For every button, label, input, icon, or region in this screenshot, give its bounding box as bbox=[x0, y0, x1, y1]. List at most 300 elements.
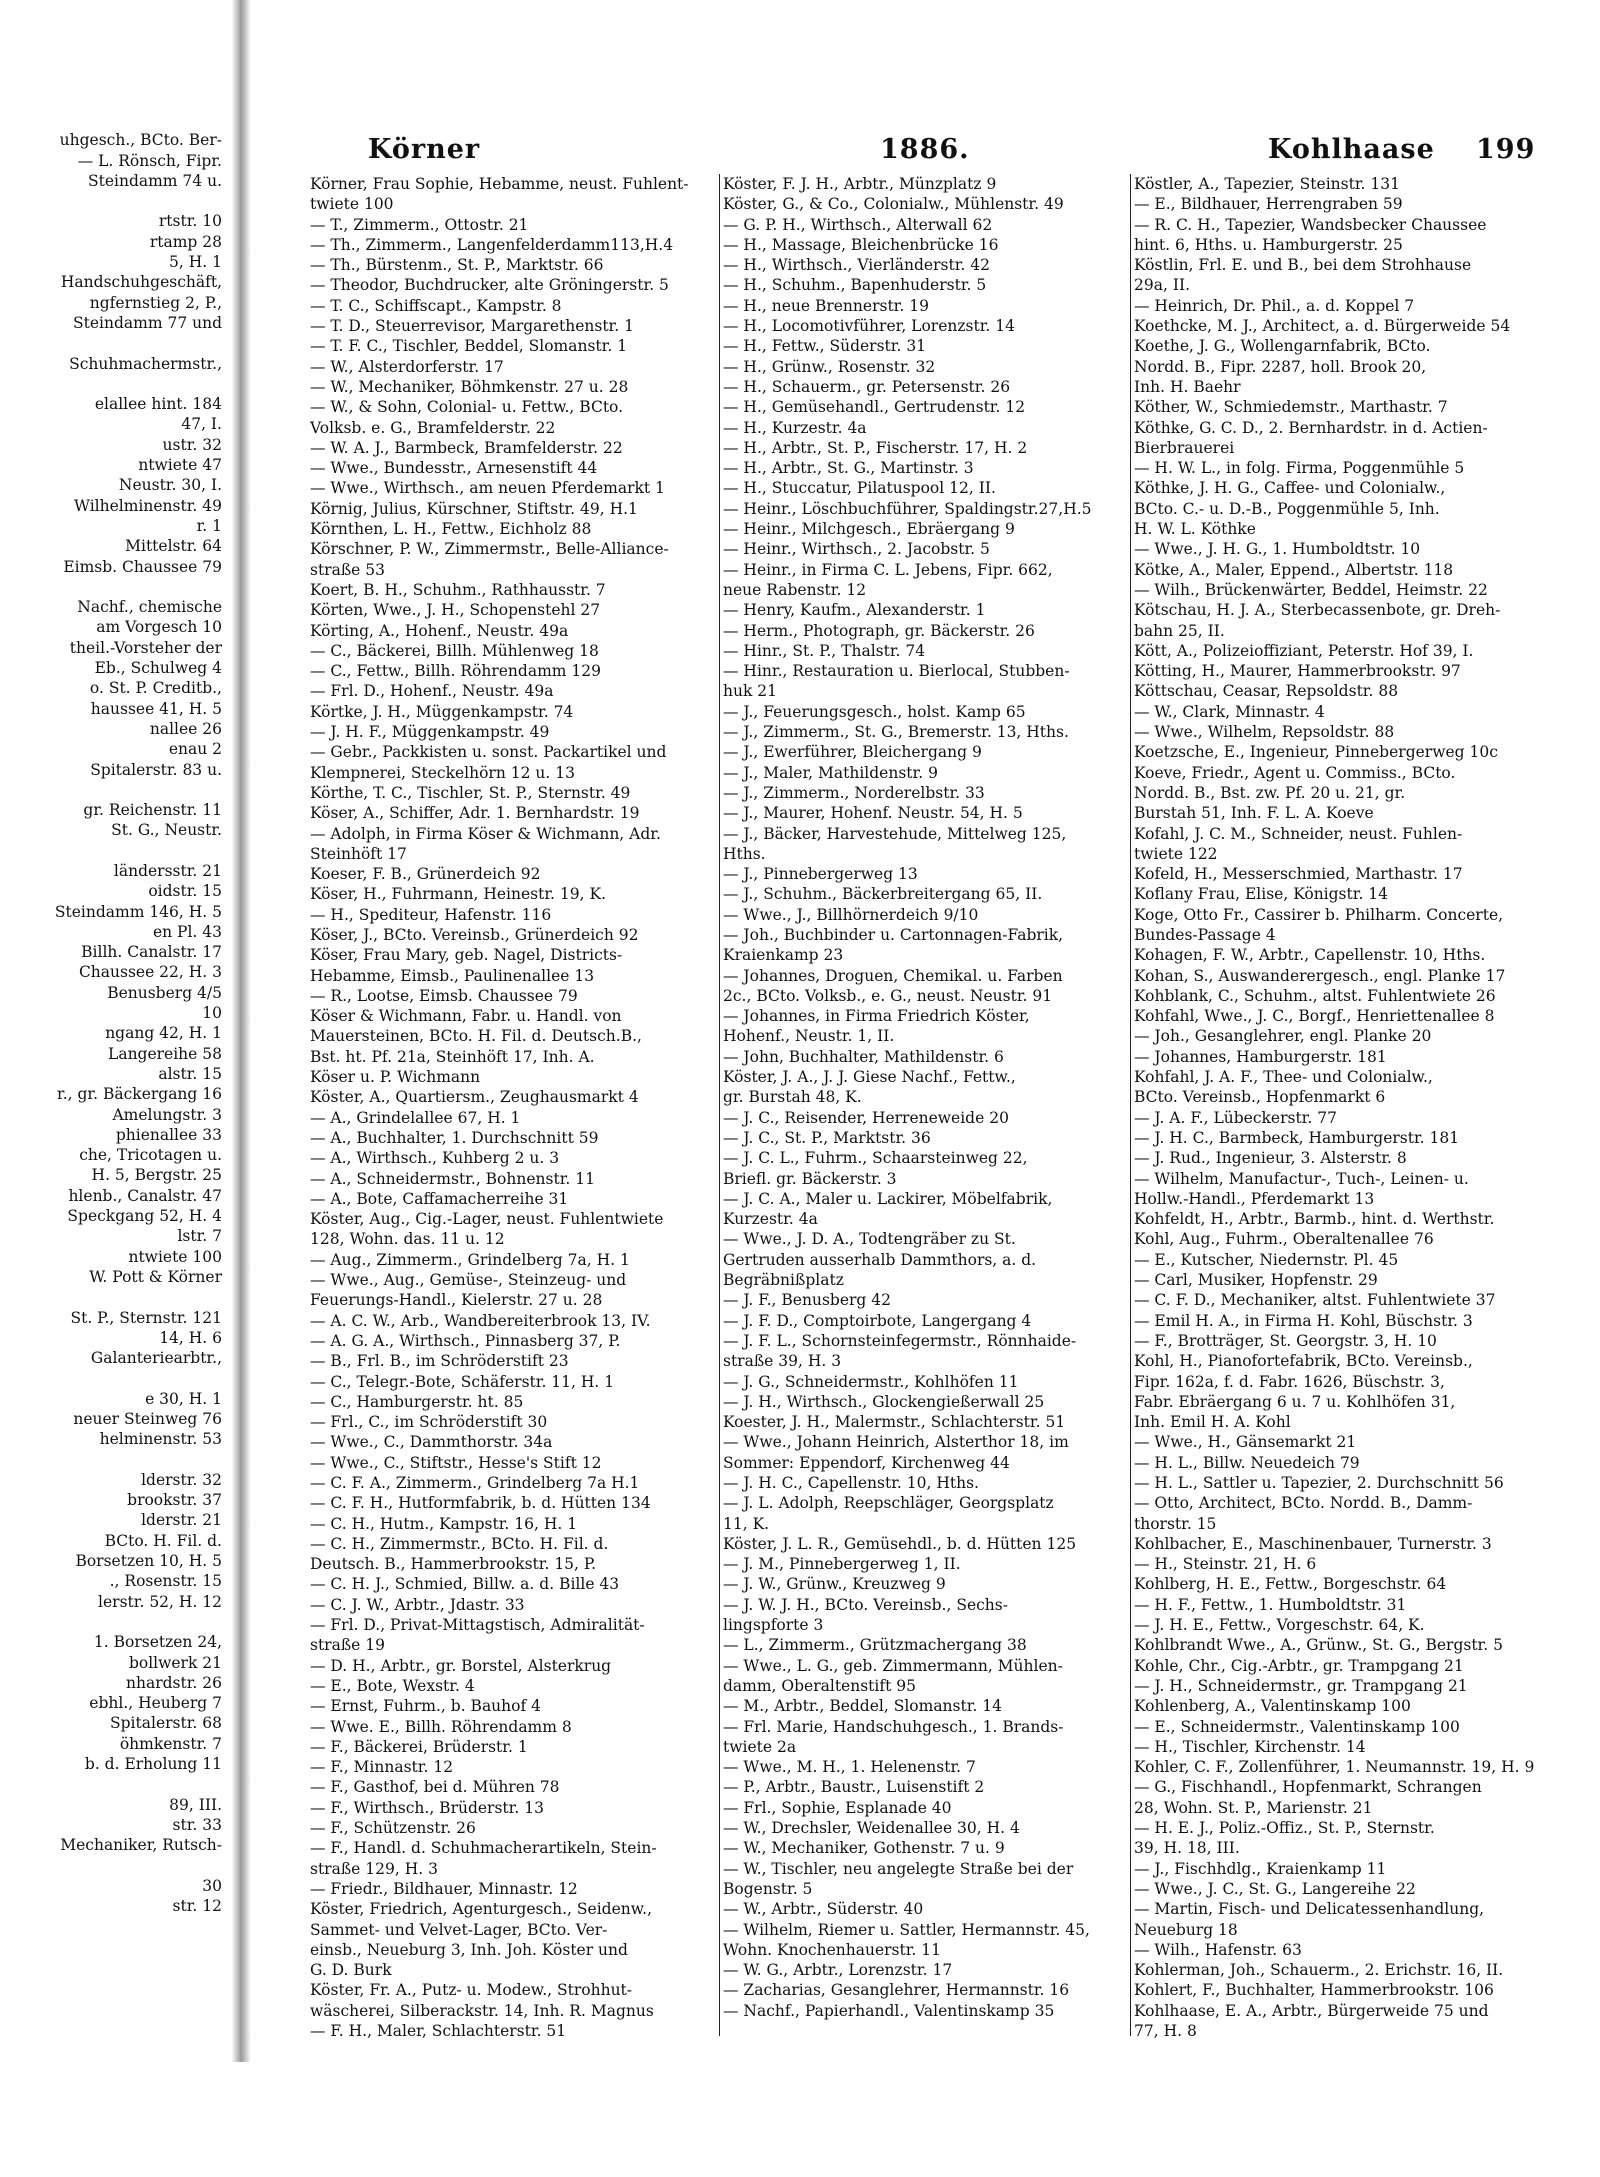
directory-entry-line: Sammet- und Velvet-Lager, BCto. Ver- bbox=[310, 1920, 608, 1939]
left-page-line: H. 5, Bergstr. 25 bbox=[91, 1166, 222, 1185]
directory-entry-line: Kohl, H., Pianofortefabrik, BCto. Vereinsb., bbox=[1134, 1352, 1473, 1371]
directory-entry-line: Koethe, J. G., Wollengarnfabrik, BCto. bbox=[1134, 337, 1431, 356]
directory-entry-line: Koetzsche, E., Ingenieur, Pinnebergerweg 10c bbox=[1134, 743, 1498, 762]
directory-entry-line: Steinhöft 17 bbox=[310, 844, 407, 863]
left-page-line: che, Tricotagen u. bbox=[79, 1146, 222, 1165]
directory-entry-line: — Wilh., Hafenstr. 63 bbox=[1134, 1940, 1302, 1959]
directory-entry-line: — E., Kutscher, Niedernstr. Pl. 45 bbox=[1134, 1250, 1399, 1269]
directory-entry-line: — J. L. Adolph, Reepschläger, Georgsplatz bbox=[723, 1494, 1054, 1513]
directory-entry-line: Begräbnißplatz bbox=[723, 1271, 844, 1290]
directory-entry-line: Körting, A., Hohenf., Neustr. 49a bbox=[310, 621, 569, 640]
left-page-line: ländersstr. 21 bbox=[113, 861, 222, 880]
left-page-line: hlenb., Canalstr. 47 bbox=[68, 1186, 222, 1205]
directory-entry-line: Inh. H. Baehr bbox=[1134, 377, 1241, 396]
directory-entry-line: Wohn. Knochenhauerstr. 11 bbox=[723, 1940, 941, 1959]
left-page-line: ntwiete 47 bbox=[138, 456, 222, 475]
directory-entry-line: — C., Bäckerei, Billh. Mühlenweg 18 bbox=[310, 641, 599, 660]
left-page-line: b. d. Erholung 11 bbox=[84, 1755, 222, 1774]
directory-entry-line: straße 53 bbox=[310, 560, 386, 579]
directory-entry-line: — J. Rud., Ingenieur, 3. Alsterstr. 8 bbox=[1134, 1149, 1407, 1168]
directory-entry-line: Bst. ht. Pf. 21a, Steinhöft 17, Inh. A. bbox=[310, 1047, 595, 1066]
left-page-line: theil.-Vorsteher der bbox=[69, 638, 222, 657]
directory-entry-line: Köstler, A., Tapezier, Steinstr. 131 bbox=[1134, 175, 1400, 193]
directory-entry-line: — Wwe., J. D. A., Todtengräber zu St. bbox=[723, 1230, 1016, 1249]
directory-entry-line: — J. G., Schneidermstr., Kohlhöfen 11 bbox=[723, 1372, 1019, 1391]
directory-entry-line: Köser, Frau Mary, geb. Nagel, Districts- bbox=[310, 946, 623, 965]
directory-entry-line: — H., Locomotivführer, Lorenzstr. 14 bbox=[723, 317, 1016, 336]
directory-entry-line: — C. H., Zimmermstr., BCto. H. Fil. d. bbox=[310, 1534, 609, 1553]
directory-entry-line: — W., & Sohn, Colonial- u. Fettw., BCto. bbox=[310, 398, 624, 417]
header-year: 1886. bbox=[880, 134, 970, 165]
directory-entry-line: Kohlhaase, E. A., Arbtr., Bürgerweide 75 und bbox=[1134, 2001, 1489, 2020]
directory-entry-line: — F. H., Maler, Schlachterstr. 51 bbox=[310, 2022, 567, 2041]
directory-entry-line: 2c., BCto. Volksb., e. G., neust. Neustr. 91 bbox=[723, 986, 1053, 1005]
directory-entry-line: — Johannes, Hamburgerstr. 181 bbox=[1134, 1047, 1387, 1066]
directory-entry-line: — H. F., Fettw., 1. Humboldtstr. 31 bbox=[1134, 1595, 1407, 1614]
directory-entry-line: — E., Schneidermstr., Valentinskamp 100 bbox=[1134, 1717, 1460, 1736]
directory-entry-line: — H., Arbtr., St. G., Martinstr. 3 bbox=[723, 459, 974, 478]
left-page-line: 14, H. 6 bbox=[159, 1328, 222, 1347]
directory-entry-line: — Wwe., L. G., geb. Zimmermann, Mühlen- bbox=[723, 1656, 1063, 1675]
left-page-line: enau 2 bbox=[168, 740, 222, 759]
directory-entry-line: bahn 25, II. bbox=[1134, 621, 1225, 640]
directory-entry-line: Kohfahl, J. A. F., Thee- und Colonialw., bbox=[1134, 1068, 1433, 1087]
directory-entry-line: Kohle, Chr., Cig.-Arbtr., gr. Trampgang 21 bbox=[1134, 1656, 1464, 1675]
directory-entry-line: Koflany Frau, Elise, Königstr. 14 bbox=[1134, 885, 1389, 904]
directory-entry-line: — M., Arbtr., Beddel, Slomanstr. 14 bbox=[723, 1697, 1003, 1716]
left-page-line bbox=[0, 374, 228, 394]
left-page-line bbox=[0, 841, 228, 861]
directory-column-1 bbox=[310, 174, 722, 2052]
directory-entry-line: — Henry, Kaufm., Alexanderstr. 1 bbox=[723, 601, 986, 620]
directory-entry-line: — W. A. J., Barmbeck, Bramfelderstr. 22 bbox=[310, 438, 623, 457]
left-page-line: r. 1 bbox=[196, 516, 222, 535]
directory-entry-line: Kött, A., Polizeioffiziant, Peterstr. Hof 39, I. bbox=[1134, 641, 1474, 660]
directory-entry-line: — Wwe., C., Stiftstr., Hesse's Stift 12 bbox=[310, 1453, 602, 1472]
directory-entry-line: Köther, W., Schmiedemstr., Marthastr. 7 bbox=[1134, 398, 1448, 417]
left-page-line: — L. Rönsch, Fipr. bbox=[77, 151, 222, 170]
directory-entry-line: — J., Schuhm., Bäckerbreitergang 65, II. bbox=[723, 885, 1043, 904]
header-left-name: Körner bbox=[368, 134, 481, 165]
page-number: 199 bbox=[1476, 134, 1536, 165]
directory-entry-line: Nordd. B., Fipr. 2287, holl. Brook 20, bbox=[1134, 357, 1427, 376]
left-page-line: lstr. 7 bbox=[177, 1227, 222, 1246]
directory-entry-line: — J. F. D., Comptoirbote, Langergang 4 bbox=[723, 1311, 1032, 1330]
directory-entry-line: Fipr. 162a, f. d. Fabr. 1626, Büschstr. 3, bbox=[1134, 1372, 1445, 1391]
directory-entry-line: — Wilhelm, Manufactur-, Tuch-, Leinen- u. bbox=[1134, 1169, 1469, 1188]
directory-entry-line: — C. J. W., Arbtr., Jdastr. 33 bbox=[310, 1595, 525, 1614]
directory-entry-line: gr. Burstah 48, K. bbox=[723, 1088, 862, 1107]
directory-entry-line: — Martin, Fisch- und Delicatessenhandlung, bbox=[1134, 1900, 1485, 1919]
left-page-line bbox=[0, 333, 228, 353]
directory-entry-line: Koert, B. H., Schuhm., Rathhausstr. 7 bbox=[310, 580, 606, 599]
scan-margin bbox=[0, 2062, 1600, 2177]
directory-entry-line: Mauersteinen, BCto. H. Fil. d. Deutsch.B., bbox=[310, 1027, 642, 1046]
left-page-line: rtamp 28 bbox=[149, 232, 222, 251]
left-page-line: r., gr. Bäckergang 16 bbox=[57, 1085, 222, 1104]
directory-entry-line: — H., Stuccatur, Pilatuspool 12, II. bbox=[723, 479, 996, 498]
directory-entry-line: — Frl. D., Privat-Mittagstisch, Admiralität- bbox=[310, 1616, 645, 1635]
directory-entry-line: huk 21 bbox=[723, 682, 778, 701]
directory-entry-line: Köser u. P. Wichmann bbox=[310, 1068, 481, 1087]
directory-entry-line: — J., Fischhdlg., Kraienkamp 11 bbox=[1134, 1859, 1387, 1878]
directory-entry-line: — L., Zimmerm., Grützmachergang 38 bbox=[723, 1636, 1027, 1655]
directory-entry-line: Kraienkamp 23 bbox=[723, 946, 844, 965]
left-page-line: ., Rosenstr. 15 bbox=[109, 1572, 222, 1591]
directory-entry-line: Hths. bbox=[723, 844, 766, 863]
directory-entry-line: — J. A. F., Lübeckerstr. 77 bbox=[1134, 1108, 1337, 1127]
directory-entry-line: — F., Wirthsch., Brüderstr. 13 bbox=[310, 1798, 544, 1817]
left-page-line: 1. Borsetzen 24, bbox=[93, 1633, 222, 1652]
directory-entry-line: Körten, Wwe., J. H., Schopenstehl 27 bbox=[310, 601, 601, 620]
directory-entry-line: Köser, H., Fuhrmann, Heinestr. 19, K. bbox=[310, 885, 606, 904]
directory-entry-line: Körthe, T. C., Tischler, St. P., Sternstr. 49 bbox=[310, 783, 631, 802]
directory-entry-line: — H., Kurzestr. 4a bbox=[723, 418, 867, 437]
directory-entry-line: 39, H. 18, III. bbox=[1134, 1839, 1240, 1858]
left-page-line: 47, I. bbox=[181, 415, 222, 434]
directory-entry-line: einsb., Neueburg 3, Inh. Joh. Köster und bbox=[310, 1940, 628, 1959]
directory-entry-line: BCto. Vereinsb., Hopfenmarkt 6 bbox=[1134, 1088, 1386, 1107]
directory-entry-line: Koeser, F. B., Grünerdeich 92 bbox=[310, 865, 541, 884]
directory-entry-line: Köser, A., Schiffer, Adr. 1. Bernhardstr. 19 bbox=[310, 804, 640, 823]
directory-entry-line: — J. F., Benusberg 42 bbox=[723, 1291, 891, 1310]
directory-entry-line: — Johannes, in Firma Friedrich Köster, bbox=[723, 1007, 1030, 1026]
directory-entry-line: Deutsch. B., Hammerbrookstr. 15, P. bbox=[310, 1555, 597, 1574]
directory-entry-line: — H., Gemüsehandl., Gertrudenstr. 12 bbox=[723, 398, 1026, 417]
directory-entry-line: — J., Bäcker, Harvestehude, Mittelweg 125, bbox=[723, 824, 1067, 843]
left-page-line: lerstr. 52, H. 12 bbox=[98, 1592, 222, 1611]
directory-entry-line: — Wwe., H., Gänsemarkt 21 bbox=[1134, 1433, 1357, 1452]
directory-entry-line: Köster, Friedrich, Agenturgesch., Seidenw., bbox=[310, 1900, 653, 1919]
directory-entry-line: — A., Grindelallee 67, H. 1 bbox=[310, 1108, 521, 1127]
directory-entry-line: — F., Schützenstr. 26 bbox=[310, 1819, 476, 1838]
directory-entry-line: — Heinr., Milchgesch., Ebräergang 9 bbox=[723, 520, 1015, 539]
left-page-line: ebhl., Heuberg 7 bbox=[89, 1694, 222, 1713]
left-page-line: 5, H. 1 bbox=[169, 253, 222, 272]
directory-entry-line: Hollw.-Handl., Pferdemarkt 13 bbox=[1134, 1189, 1375, 1208]
left-page-line: o. St. P. Creditb., bbox=[89, 679, 222, 698]
directory-entry-line: Köster, F. J. H., Arbtr., Münzplatz 9 bbox=[723, 175, 997, 193]
directory-entry-line: Nordd. B., Bst. zw. Pf. 20 u. 21, gr. bbox=[1134, 783, 1406, 802]
directory-entry-line: thorstr. 15 bbox=[1134, 1514, 1217, 1533]
directory-entry-line: — J. W. J. H., BCto. Vereinsb., Sechs- bbox=[723, 1595, 1008, 1614]
directory-entry-line: Köster, Aug., Cig.-Lager, neust. Fuhlentwiete bbox=[310, 1210, 664, 1229]
left-page-line: 10 bbox=[202, 1004, 222, 1023]
left-page-line: ustr. 32 bbox=[162, 435, 222, 454]
directory-entry-line: — W., Clark, Minnastr. 4 bbox=[1134, 702, 1325, 721]
directory-entry-line: — Hinr., St. P., Thalstr. 74 bbox=[723, 641, 926, 660]
directory-entry-line: — H. L., Sattler u. Tapezier, 2. Durchschnitt 56 bbox=[1134, 1474, 1504, 1492]
directory-entry-line: — H., Tischler, Kirchenstr. 14 bbox=[1134, 1737, 1366, 1756]
directory-entry-line: — G., Fischhandl., Hopfenmarkt, Schrangen bbox=[1134, 1778, 1482, 1797]
directory-entry-line: — Th., Bürstenm., St. P., Marktstr. 66 bbox=[310, 256, 604, 275]
directory-entry-line: — Heinrich, Dr. Phil., a. d. Koppel 7 bbox=[1134, 296, 1415, 315]
directory-entry-line: Volksb. e. G., Bramfelderstr. 22 bbox=[310, 418, 556, 437]
directory-entry-line: — F., Gasthof, bei d. Mühren 78 bbox=[310, 1778, 560, 1797]
directory-entry-line: Kohlert, F., Buchhalter, Hammerbrookstr. 106 bbox=[1134, 1981, 1494, 2000]
left-page-line: elallee hint. 184 bbox=[94, 395, 222, 414]
directory-entry-line: straße 19 bbox=[310, 1636, 386, 1655]
directory-entry-line: Köster, Fr. A., Putz- u. Modew., Strohhut- bbox=[310, 1981, 633, 2000]
directory-entry-line: hint. 6, Hths. u. Hamburgerstr. 25 bbox=[1134, 235, 1403, 254]
directory-entry-line: — C. F. H., Hutformfabrik, b. d. Hütten 134 bbox=[310, 1494, 651, 1513]
directory-entry-line: — Carl, Musiker, Hopfenstr. 29 bbox=[1134, 1271, 1378, 1290]
directory-entry-line: — J. C. A., Maler u. Lackirer, Möbelfabrik, bbox=[723, 1189, 1053, 1208]
directory-entry-line: — H. E. J., Poliz.-Offiz., St. P., Sternstr. bbox=[1134, 1819, 1435, 1838]
directory-entry-line: Bundes-Passage 4 bbox=[1134, 925, 1276, 944]
directory-entry-line: — F., Handl. d. Schuhmacherartikeln, Stein- bbox=[310, 1839, 657, 1858]
left-page-fragment bbox=[0, 110, 228, 2060]
left-page-line: 89, III. bbox=[169, 1795, 222, 1814]
directory-entry-line: — P., Arbtr., Baustr., Luisenstift 2 bbox=[723, 1778, 985, 1797]
directory-entry-line: Bierbrauerei bbox=[1134, 438, 1235, 457]
left-page-line: en Pl. 43 bbox=[152, 922, 222, 941]
directory-entry-line: Kohler, C. F., Zollenführer, 1. Neumannstr. 19, H. 9 bbox=[1134, 1758, 1535, 1777]
left-page-line: Benusberg 4/5 bbox=[107, 983, 222, 1002]
left-page-line: St. P., Sternstr. 121 bbox=[70, 1308, 222, 1327]
left-page-line: str. 12 bbox=[172, 1897, 222, 1916]
directory-entry-line: — Wwe. E., Billh. Röhrendamm 8 bbox=[310, 1717, 572, 1736]
left-page-line: nhardstr. 26 bbox=[125, 1673, 222, 1692]
directory-entry-line: — Wilhelm, Riemer u. Sattler, Hermannstr. 45, bbox=[723, 1920, 1090, 1939]
directory-entry-line: — J. C., St. P., Marktstr. 36 bbox=[723, 1128, 931, 1147]
directory-entry-line: Kohan, S., Auswanderergesch., engl. Planke 17 bbox=[1134, 966, 1506, 985]
left-page-line: str. 33 bbox=[172, 1815, 222, 1834]
directory-entry-line: — W., Alsterdorferstr. 17 bbox=[310, 357, 504, 376]
directory-entry-line: Kötschau, H. J. A., Sterbecassenbote, gr. Dreh- bbox=[1134, 601, 1501, 620]
directory-entry-line: Köster, J. A., J. J. Giese Nachf., Fettw., bbox=[723, 1068, 1016, 1087]
directory-entry-line: — Frl., C., im Schröderstift 30 bbox=[310, 1413, 548, 1432]
directory-entry-line: — W., Drechsler, Weidenallee 30, H. 4 bbox=[723, 1819, 1020, 1838]
directory-entry-line: Gertruden ausserhalb Dammthors, a. d. bbox=[723, 1250, 1037, 1269]
directory-entry-line: Kohfeldt, H., Arbtr., Barmb., hint. d. Werthstr. bbox=[1134, 1210, 1495, 1229]
directory-entry-line: — Frl. Marie, Handschuhgesch., 1. Brands- bbox=[723, 1717, 1064, 1736]
directory-entry-line: — A., Buchhalter, 1. Durchschnitt 59 bbox=[310, 1128, 599, 1147]
directory-entry-line: — Frl. D., Hohenf., Neustr. 49a bbox=[310, 682, 554, 701]
left-page-line: haussee 41, H. 5 bbox=[90, 699, 222, 718]
directory-entry-line: — Adolph, in Firma Köser & Wichmann, Adr. bbox=[310, 824, 661, 843]
left-page-line: lderstr. 32 bbox=[141, 1470, 222, 1489]
directory-entry-line: BCto. C.- u. D.-B., Poggenmühle 5, Inh. bbox=[1134, 499, 1440, 518]
directory-entry-line: — C. H., Hutm., Kampstr. 16, H. 1 bbox=[310, 1514, 578, 1533]
directory-entry-line: — J. M., Pinnebergerweg 1, II. bbox=[723, 1555, 961, 1574]
directory-entry-line: — Wwe., Aug., Gemüse-, Steinzeug- und bbox=[310, 1271, 627, 1290]
left-page-line: rtstr. 10 bbox=[158, 212, 222, 231]
directory-entry-line: neue Rabenstr. 12 bbox=[723, 580, 867, 599]
directory-entry-line: — Aug., Zimmerm., Grindelberg 7a, H. 1 bbox=[310, 1250, 630, 1269]
directory-entry-line: — W., Mechaniker, Gothenstr. 7 u. 9 bbox=[723, 1839, 1005, 1858]
directory-entry-line: H. W. L. Köthke bbox=[1134, 520, 1256, 539]
directory-entry-line: — J., Zimmerm., St. G., Bremerstr. 13, Hths. bbox=[723, 723, 1069, 742]
directory-entry-line: — T. F. C., Tischler, Beddel, Slomanstr. 1 bbox=[310, 337, 628, 356]
directory-entry-line: — B., Frl. B., im Schröderstift 23 bbox=[310, 1352, 569, 1371]
directory-entry-line: — F., Bäckerei, Brüderstr. 1 bbox=[310, 1737, 528, 1756]
directory-entry-line: — Emil H. A., in Firma H. Kohl, Büschstr. 3 bbox=[1134, 1311, 1473, 1330]
directory-entry-line: — Joh., Gesanglehrer, engl. Planke 20 bbox=[1134, 1027, 1432, 1046]
directory-entry-line: — J. H. F., Müggenkampstr. 49 bbox=[310, 723, 550, 742]
directory-entry-line: — C., Hamburgerstr. ht. 85 bbox=[310, 1392, 524, 1411]
directory-entry-line: — Wwe., J. C., St. G., Langereihe 22 bbox=[1134, 1879, 1416, 1898]
directory-entry-line: — T. D., Steuerrevisor, Margarethenstr. 1 bbox=[310, 317, 634, 336]
directory-entry-line: — F., Brotträger, St. Georgstr. 3, H. 10 bbox=[1134, 1331, 1437, 1350]
directory-entry-line: 28, Wohn. St. P., Marienstr. 21 bbox=[1134, 1798, 1373, 1817]
directory-entry-line: Kötke, A., Maler, Eppend., Albertstr. 118 bbox=[1134, 560, 1454, 579]
directory-entry-line: — Friedr., Bildhauer, Minnastr. 12 bbox=[310, 1879, 578, 1898]
directory-entry-line: — Herm., Photograph, gr. Bäckerstr. 26 bbox=[723, 621, 1035, 640]
left-page-line: Nachf., chemische bbox=[77, 598, 222, 617]
directory-entry-line: — H., Wirthsch., Vierländerstr. 42 bbox=[723, 256, 990, 275]
directory-entry-line: twiete 100 bbox=[310, 195, 394, 214]
left-page-line bbox=[0, 577, 228, 597]
directory-entry-line: — Nachf., Papierhandl., Valentinskamp 35 bbox=[723, 2001, 1055, 2020]
directory-entry-line: — G. P. H., Wirthsch., Alterwall 62 bbox=[723, 215, 993, 234]
left-page-line: Schuhmachermstr., bbox=[69, 354, 222, 373]
directory-entry-line: Kohl, Aug., Fuhrm., Oberaltenallee 76 bbox=[1134, 1230, 1434, 1249]
directory-entry-line: G. D. Burk bbox=[310, 1961, 392, 1980]
directory-entry-line: Kurzestr. 4a bbox=[723, 1210, 818, 1229]
directory-entry-line: Koester, J. H., Malermstr., Schlachterstr. 51 bbox=[723, 1413, 1066, 1432]
left-page-line: oidstr. 15 bbox=[148, 882, 222, 901]
directory-entry-line: — J., Ewerführer, Bleichergang 9 bbox=[723, 743, 982, 762]
left-page-line bbox=[0, 191, 228, 211]
left-page-line: helminenstr. 53 bbox=[99, 1430, 222, 1449]
left-page-line: uhgesch., BCto. Ber- bbox=[59, 131, 222, 150]
directory-entry-line: Kohfahl, Wwe., J. C., Borgf., Henriettenallee 8 bbox=[1134, 1007, 1495, 1026]
left-page-line: ntwiete 100 bbox=[128, 1247, 222, 1266]
directory-entry-line: Körtke, J. H., Müggenkampstr. 74 bbox=[310, 702, 574, 721]
left-page-line: Galanteriearbtr., bbox=[90, 1349, 222, 1368]
left-page-line: Handschuhgeschäft, bbox=[60, 273, 222, 292]
directory-entry-line: Burstah 51, Inh. F. L. A. Koeve bbox=[1134, 804, 1374, 823]
directory-entry-line: Hebamme, Eimsb., Paulinenallee 13 bbox=[310, 966, 595, 985]
directory-entry-line: — C. F. A., Zimmerm., Grindelberg 7a H.1 bbox=[310, 1474, 640, 1492]
header-right-name: Kohlhaase bbox=[1268, 134, 1435, 165]
directory-entry-line: Köster, G., & Co., Colonialw., Mühlenstr. 49 bbox=[723, 195, 1064, 214]
left-page-line: Amelungstr. 3 bbox=[112, 1105, 222, 1124]
directory-entry-line: Körnthen, L. H., Fettw., Eichholz 88 bbox=[310, 520, 592, 539]
directory-entry-line: — A. C. W., Arb., Wandbereiterbrook 13, IV. bbox=[310, 1311, 651, 1330]
left-page-line: am Vorgesch 10 bbox=[96, 618, 222, 637]
directory-entry-line: — T. C., Schiffscapt., Kampstr. 8 bbox=[310, 296, 562, 315]
directory-entry-line: — H., Fettw., Süderstr. 31 bbox=[723, 337, 927, 356]
left-page-line bbox=[0, 1612, 228, 1632]
directory-entry-line: Kohlerman, Joh., Schauerm., 2. Erichstr. 16, II. bbox=[1134, 1961, 1504, 1980]
left-page-line: Spitalerstr. 83 u. bbox=[90, 760, 222, 779]
directory-entry-line: — Wwe., J. H. G., 1. Humboldtstr. 10 bbox=[1134, 540, 1421, 559]
directory-entry-line: wäscherei, Silberackstr. 14, Inh. R. Magnus bbox=[310, 2001, 654, 2020]
directory-entry-line: — J. H., Schneidermstr., gr. Trampgang 21 bbox=[1134, 1676, 1468, 1695]
directory-entry-line: — J. F. L., Schornsteinfegermstr., Rönnhaide- bbox=[723, 1331, 1077, 1350]
left-page-line: St. G., Neustr. bbox=[111, 821, 222, 840]
directory-entry-line: Köster, A., Quartiersm., Zeughausmarkt 4 bbox=[310, 1088, 639, 1107]
left-page-line: Steindamm 146, H. 5 bbox=[54, 902, 222, 921]
directory-entry-line: — A., Schneidermstr., Bohnenstr. 11 bbox=[310, 1169, 595, 1188]
directory-entry-line: — A., Wirthsch., Kuhberg 2 u. 3 bbox=[310, 1149, 560, 1168]
left-page-line: gr. Reichenstr. 11 bbox=[83, 801, 222, 820]
left-page-line: BCto. H. Fil. d. bbox=[104, 1531, 222, 1550]
left-page-line bbox=[0, 1774, 228, 1794]
left-page-line: Chaussee 22, H. 3 bbox=[78, 963, 222, 982]
directory-entry-line: — Wwe., Bundesstr., Arnesenstift 44 bbox=[310, 459, 598, 478]
directory-entry-line: Feuerungs-Handl., Kielerstr. 27 u. 28 bbox=[310, 1291, 603, 1310]
left-page-line: Mechaniker, Rutsch- bbox=[60, 1836, 222, 1855]
left-page-line: e 30, H. 1 bbox=[145, 1389, 222, 1408]
left-page-line: Neustr. 30, I. bbox=[118, 476, 222, 495]
directory-entry-line: — Zacharias, Gesanglehrer, Hermannstr. 16 bbox=[723, 1981, 1070, 2000]
directory-entry-line: Kohlbacher, E., Maschinenbauer, Turnerstr. 3 bbox=[1134, 1534, 1492, 1553]
directory-entry-line: Kohlberg, H. E., Fettw., Borgeschstr. 64 bbox=[1134, 1575, 1447, 1594]
directory-entry-line: — Johannes, Droguen, Chemikal. u. Farben bbox=[723, 966, 1063, 985]
left-page-line bbox=[0, 780, 228, 800]
directory-entry-line: — J., Maler, Mathildenstr. 9 bbox=[723, 763, 938, 782]
directory-entry-line: — Heinr., Löschbuchführer, Spaldingstr.27,H.5 bbox=[723, 499, 1092, 518]
directory-entry-line: 29a, II. bbox=[1134, 276, 1190, 295]
directory-entry-line: — Hinr., Restauration u. Bierlocal, Stubben- bbox=[723, 662, 1070, 681]
directory-entry-line: — J., Zimmerm., Norderelbstr. 33 bbox=[723, 783, 985, 802]
directory-entry-line: — Wwe., J., Billhörnerdeich 9/10 bbox=[723, 905, 979, 924]
directory-entry-line: Körschner, P. W., Zimmermstr., Belle-Alliance- bbox=[310, 540, 669, 559]
directory-entry-line: Sommer: Eppendorf, Kirchenweg 44 bbox=[723, 1453, 1010, 1472]
directory-entry-line: — Wilh., Brückenwärter, Beddel, Heimstr. 22 bbox=[1134, 580, 1488, 599]
left-page-line: alstr. 15 bbox=[158, 1064, 222, 1083]
directory-entry-line: — J., Pinnebergerweg 13 bbox=[723, 865, 918, 884]
directory-entry-line: — Ernst, Fuhrm., b. Bauhof 4 bbox=[310, 1697, 542, 1716]
directory-page bbox=[268, 92, 1580, 2052]
directory-entry-line: — J., Feuerungsgesch., holst. Kamp 65 bbox=[723, 702, 1026, 721]
directory-entry-line: — C. F. D., Mechaniker, altst. Fuhlentwiete 37 bbox=[1134, 1291, 1496, 1310]
directory-entry-line: — Frl., Sophie, Esplanade 40 bbox=[723, 1798, 952, 1817]
directory-entry-line: damm, Oberaltenstift 95 bbox=[723, 1676, 916, 1695]
left-page-line: W. Pott & Körner bbox=[89, 1267, 222, 1286]
directory-entry-line: Klempnerei, Steckelhörn 12 u. 13 bbox=[310, 763, 575, 782]
directory-entry-line: — H., Grünw., Rosenstr. 32 bbox=[723, 357, 936, 376]
directory-entry-line: — Wwe., C., Dammthorstr. 34a bbox=[310, 1433, 553, 1452]
left-page-line: öhmkenstr. 7 bbox=[119, 1734, 222, 1753]
directory-entry-line: Kohlenberg, A., Valentinskamp 100 bbox=[1134, 1697, 1411, 1716]
directory-entry-line: 77, H. 8 bbox=[1134, 2022, 1197, 2041]
directory-entry-line: — H., Arbtr., St. P., Fischerstr. 17, H. 2 bbox=[723, 438, 1028, 457]
directory-entry-line: — J. H. E., Fettw., Vorgeschstr. 64, K. bbox=[1134, 1616, 1425, 1635]
directory-column-2 bbox=[723, 174, 1133, 2052]
directory-entry-line: Köser, J., BCto. Vereinsb., Grünerdeich 92 bbox=[310, 925, 639, 944]
directory-entry-line: Köthke, G. C. D., 2. Bernhardstr. in d. Actien- bbox=[1134, 418, 1488, 437]
left-page-line: phienallee 33 bbox=[115, 1125, 222, 1144]
directory-entry-line: — T., Zimmerm., Ottostr. 21 bbox=[310, 215, 529, 234]
directory-entry-line: Fabr. Ebräergang 6 u. 7 u. Kohlhöfen 31, bbox=[1134, 1392, 1456, 1411]
directory-entry-line: — C. H. J., Schmied, Billw. a. d. Bille 43 bbox=[310, 1575, 620, 1594]
directory-entry-line: — J. C., Reisender, Herreneweide 20 bbox=[723, 1108, 1009, 1127]
left-page-line: Steindamm 77 und bbox=[73, 313, 222, 332]
directory-entry-line: — Heinr., Wirthsch., 2. Jacobstr. 5 bbox=[723, 540, 990, 559]
directory-entry-line: — W., Tischler, neu angelegte Straße bei der bbox=[723, 1859, 1074, 1878]
left-page-line bbox=[0, 1287, 228, 1307]
directory-entry-line: Köser & Wichmann, Fabr. u. Handl. von bbox=[310, 1007, 622, 1026]
directory-entry-line: — Wwe., Wilhelm, Repsoldstr. 88 bbox=[1134, 723, 1395, 742]
directory-entry-line: — John, Buchhalter, Mathildenstr. 6 bbox=[723, 1047, 1004, 1066]
left-page-line: Wilhelminenstr. 49 bbox=[74, 496, 222, 515]
directory-entry-line: — Heinr., in Firma C. L. Jebens, Fipr. 662, bbox=[723, 560, 1053, 579]
directory-entry-line: — H., Schuhm., Bapenhuderstr. 5 bbox=[723, 276, 987, 295]
directory-entry-line: straße 129, H. 3 bbox=[310, 1859, 438, 1878]
directory-entry-line: Kofahl, J. C. M., Schneider, neust. Fuhlen- bbox=[1134, 824, 1463, 843]
running-header bbox=[268, 134, 1580, 174]
directory-entry-line: twiete 122 bbox=[1134, 844, 1218, 863]
directory-entry-line: Inh. Emil H. A. Kohl bbox=[1134, 1413, 1291, 1432]
directory-entry-line: — C., Telegr.-Bote, Schäferstr. 11, H. 1 bbox=[310, 1372, 615, 1391]
directory-entry-line: — J. H. C., Barmbeck, Hamburgerstr. 181 bbox=[1134, 1128, 1460, 1147]
directory-entry-line: Köstlin, Frl. E. und B., bei dem Strohhause bbox=[1134, 256, 1472, 275]
directory-entry-line: Köster, J. L. R., Gemüsehdl., b. d. Hütten 125 bbox=[723, 1534, 1077, 1553]
